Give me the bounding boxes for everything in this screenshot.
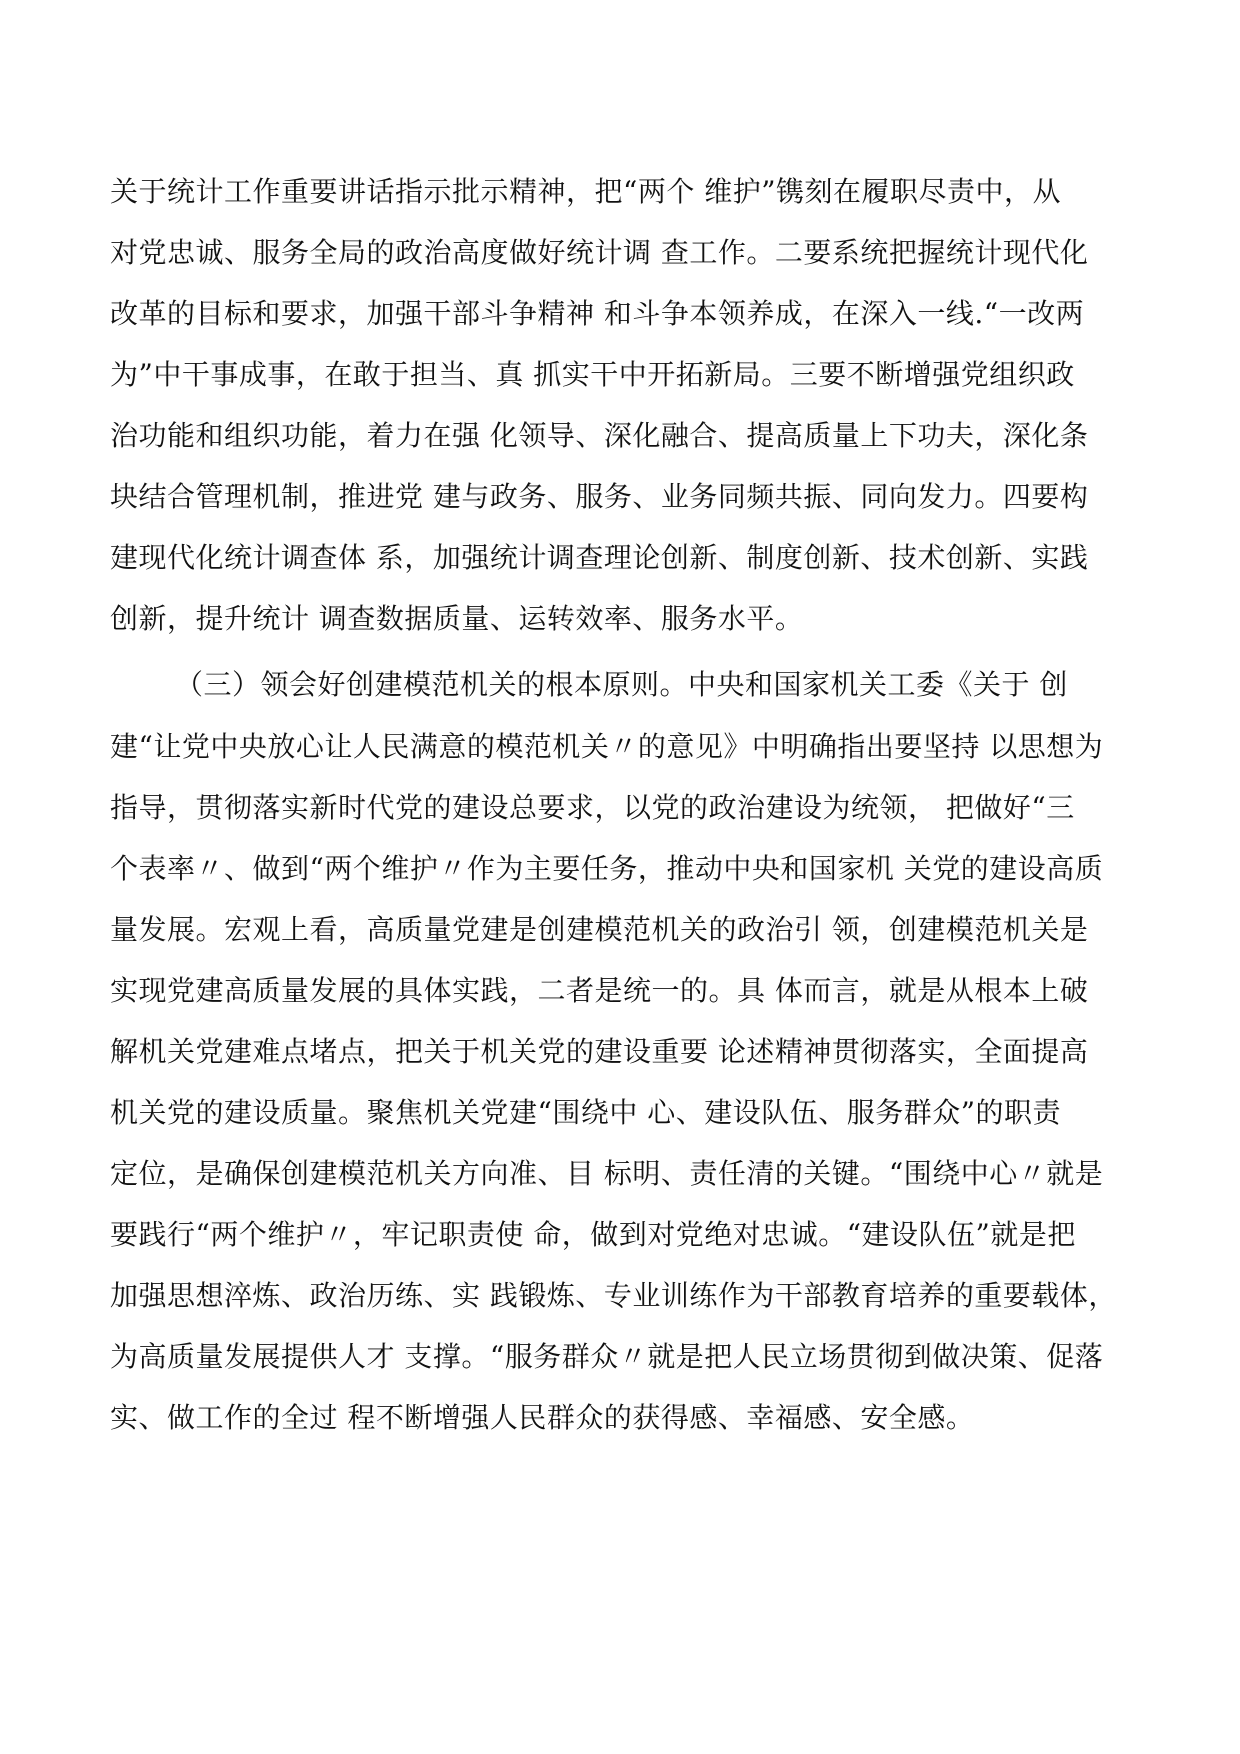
text-line-15: 解机关党建难点堵点，把关于机关党的建设重要 论述精神贯彻落实，全面提高 xyxy=(110,1035,1089,1068)
text-line-11: 指导，贯彻落实新时代党的建设总要求，以党的政治建设为统领， 把做好“三 xyxy=(110,791,1075,824)
text-line-20: 为高质量发展提供人才 支撑。“服务群众〃就是把人民立场贯彻到做决策、促落 xyxy=(110,1340,1104,1373)
text-line-13: 量发展。宏观上看，高质量党建是创建模范机关的政治引 领，创建模范机关是 xyxy=(110,913,1089,946)
text-line-2: 对党忠诚、服务全局的政治高度做好统计调 查工作。二要系统把握统计现代化 xyxy=(110,236,1089,269)
text-line-14: 实现党建高质量发展的具体实践，二者是统一的。具 体而言，就是从根本上破 xyxy=(110,974,1089,1007)
text-line-17: 定位，是确保创建模范机关方向准、目 标明、责任清的关键。“围绕中心〃就是 xyxy=(110,1157,1104,1190)
text-line-12: 个表率〃、做到“两个维护〃作为主要任务，推动中央和国家机 关党的建设高质 xyxy=(110,852,1104,885)
text-line-18: 要践行“两个维护〃，牢记职责使 命，做到对党绝对忠诚。“建设队伍”就是把 xyxy=(110,1218,1076,1251)
text-line-1: 关于统计工作重要讲话指示批示精神，把“两个 维护”镌刻在履职尽责中，从 xyxy=(110,175,1062,208)
text-line-5: 治功能和组织功能，着力在强 化领导、深化融合、提高质量上下功夫，深化条 xyxy=(110,419,1089,452)
text-line-6: 块结合管理机制，推进党 建与政务、服务、业务同频共振、同向发力。四要构 xyxy=(110,480,1089,513)
text-line-19: 加强思想淬炼、政治历练、实 践锻炼、专业训练作为干部教育培养的重要载体， xyxy=(110,1279,1117,1312)
paragraph-heading-line: （三）领会好创建模范机关的根本原则。中央和国家机关工委《关于 创 xyxy=(175,668,1068,701)
text-line-4: 为”中干事成事，在敢于担当、真 抓实干中开拓新局。三要不断增强党组织政 xyxy=(110,358,1075,391)
text-line-3: 改革的目标和要求，加强干部斗争精神 和斗争本领养成，在深入一线.“一改两 xyxy=(110,297,1085,330)
text-line-10: 建“让党中央放心让人民满意的模范机关〃的意见》中明确指出要坚持 以思想为 xyxy=(110,730,1104,763)
text-line-16: 机关党的建设质量。聚焦机关党建“围绕中 心、建设队伍、服务群众”的职责 xyxy=(110,1096,1062,1129)
text-line-21: 实、做工作的全过 程不断增强人民群众的获得感、幸福感、安全感。 xyxy=(110,1401,975,1434)
text-line-7: 建现代化统计调查体 系，加强统计调查理论创新、制度创新、技术创新、实践 xyxy=(110,541,1089,574)
text-line-8: 创新，提升统计 调查数据质量、运转效率、服务水平。 xyxy=(110,602,804,635)
